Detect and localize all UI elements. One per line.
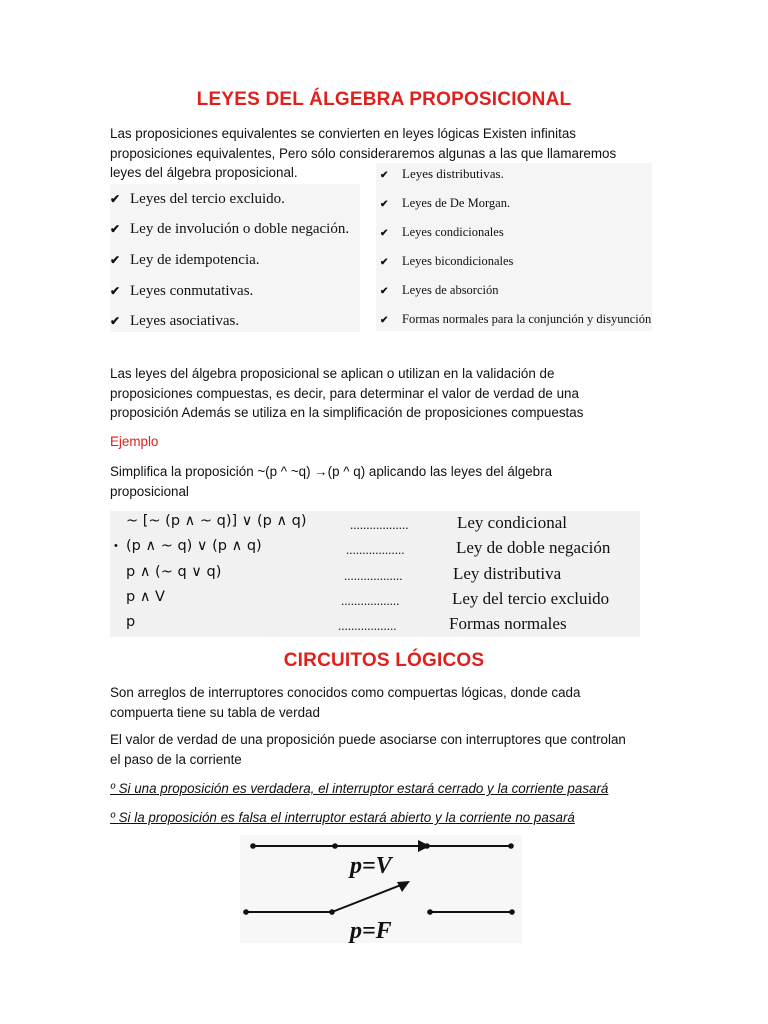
terminal-dot xyxy=(427,909,433,915)
law-row: • (p ∧ ~ q) ∨ (p ∧ q) .................. Ley de doble negación xyxy=(114,538,611,557)
check-mark-icon: ✔ xyxy=(380,315,389,326)
rule-true-text: º Si una proposición es verdadera, el interruptor estará cerrado y la corriente pasará xyxy=(110,781,609,796)
circuits-intro-line-2: compuerta tiene su tabla de verdad xyxy=(110,704,320,720)
application-line-1: Las leyes del álgebra proposicional se aplican o utilizan en la validación de xyxy=(110,366,555,381)
terminal-dot xyxy=(243,909,249,915)
application-line-3: proposición Además se utiliza en la simplificación de proposiciones compuestas xyxy=(110,405,584,420)
example-line-1: Simplifica la proposición ~(p ^ ~q) →(p ^ q) aplicando las leyes del álgebra xyxy=(110,464,553,479)
check-mark-icon: ✔ xyxy=(380,286,389,297)
law-name: Ley condicional xyxy=(457,513,567,532)
law-name: Ley del tercio excluido xyxy=(452,589,610,608)
terminal-dot xyxy=(508,843,514,849)
checklist-right-item: ✔ Leyes bicondicionales xyxy=(376,252,513,270)
law-name: Ley de doble negación xyxy=(456,538,611,557)
check-mark-icon: ✔ xyxy=(110,314,121,328)
check-mark-icon: ✔ xyxy=(110,222,121,236)
law-derivation-table xyxy=(110,511,640,637)
circuits-intro-paragraph xyxy=(110,683,670,722)
terminal-dot xyxy=(329,909,335,915)
truth-value-line-2: el paso de la corriente xyxy=(110,751,242,767)
switch-diagram xyxy=(240,835,522,943)
terminal-dot xyxy=(509,909,515,915)
law-expression: p ∧ V xyxy=(126,589,165,605)
law-row xyxy=(110,564,640,589)
checklist-right xyxy=(376,163,652,331)
check-mark-icon: ✔ xyxy=(110,192,121,206)
law-row xyxy=(110,614,640,639)
checklist-left-item: ✔ Leyes conmutativas. xyxy=(110,283,254,299)
intro-line-3: leyes del álgebra proposicional. xyxy=(110,165,298,180)
circuits-intro-line-1: Son arreglos de interruptores conocidos como compuertas lógicas, donde cada xyxy=(110,685,581,700)
check-mark-icon: ✔ xyxy=(380,199,389,210)
example-paragraph xyxy=(110,462,670,501)
law-dots: .................. xyxy=(350,517,409,532)
checklist-left-item: ✔ Ley de idempotencia. xyxy=(110,252,260,268)
label-p-false: p=F xyxy=(350,918,392,943)
check-mark-icon: ✔ xyxy=(110,253,121,267)
application-line-2: proposiciones compuestas, es decir, para determinar el valor de verdad de una xyxy=(110,385,579,401)
checklist-right-item: ✔ Leyes de De Morgan. xyxy=(376,194,510,212)
law-dots: .................. xyxy=(344,568,403,583)
law-dots: .................. xyxy=(338,618,397,633)
example-label: Ejemplo xyxy=(110,434,159,449)
terminal-dot xyxy=(250,843,256,849)
title-circuitos-logicos: CIRCUITOS LÓGICOS xyxy=(283,650,485,671)
checklist-right-item: ✔ Leyes distributivas. xyxy=(376,165,504,183)
checklist-right-item: ✔ Leyes de absorción xyxy=(376,281,499,299)
law-expression: (p ∧ ~ q) ∨ (p ∧ q) xyxy=(126,538,262,554)
intro-line-1: Las proposiciones equivalentes se convierten en leyes lógicas Existen infinitas xyxy=(110,126,576,141)
open-switch-lever xyxy=(332,883,406,912)
example-line-2: proposicional xyxy=(110,483,189,499)
law-expression: p xyxy=(126,614,136,630)
checklist-right-item: ✔ Leyes condicionales xyxy=(376,223,504,241)
truth-value-paragraph xyxy=(110,730,670,769)
checklist-left-item: ✔ Leyes del tercio excluido. xyxy=(110,191,285,207)
terminal-dot xyxy=(332,843,338,849)
law-row xyxy=(110,513,640,538)
arrow-head-icon xyxy=(418,840,430,852)
law-expression: p ∧ (~ q ∨ q) xyxy=(126,564,222,580)
label-p-true: p=V xyxy=(350,853,392,879)
checklist-left-item: ✔ Leyes asociativas. xyxy=(110,313,240,329)
truth-value-line-1: El valor de verdad de una proposición puede asociarse con interruptores que controlan xyxy=(110,732,626,747)
application-paragraph xyxy=(110,364,670,423)
check-mark-icon: ✔ xyxy=(380,228,389,239)
checklist-left xyxy=(110,184,360,332)
law-dots: .................. xyxy=(346,542,405,557)
law-expression: ~ [~ (p ∧ ~ q)] ∨ (p ∧ q) xyxy=(126,513,307,529)
checklist-right-item: ✔ Formas normales para la conjunción y disyunción xyxy=(376,310,651,328)
check-mark-icon: ✔ xyxy=(380,170,389,181)
law-name: Ley distributiva xyxy=(453,564,562,583)
intro-line-2: proposiciones equivalentes, Pero sólo consideraremos algunas a las que llamaremos xyxy=(110,145,617,161)
check-mark-icon: ✔ xyxy=(110,284,121,298)
law-name: Formas normales xyxy=(449,614,567,633)
check-mark-icon: ✔ xyxy=(380,257,389,268)
law-dots: .................. xyxy=(341,593,400,608)
checklist-left-item: ✔ Ley de involución o doble negación. xyxy=(110,221,350,237)
title-leyes-algebra: LEYES DEL ÁLGEBRA PROPOSICIONAL xyxy=(196,89,572,110)
law-row xyxy=(110,589,640,614)
rule-false-text: º Si la proposición es falsa el interruptor estará abierto y la corriente no pasará xyxy=(110,810,575,825)
switch-diagram-svg xyxy=(240,835,522,943)
